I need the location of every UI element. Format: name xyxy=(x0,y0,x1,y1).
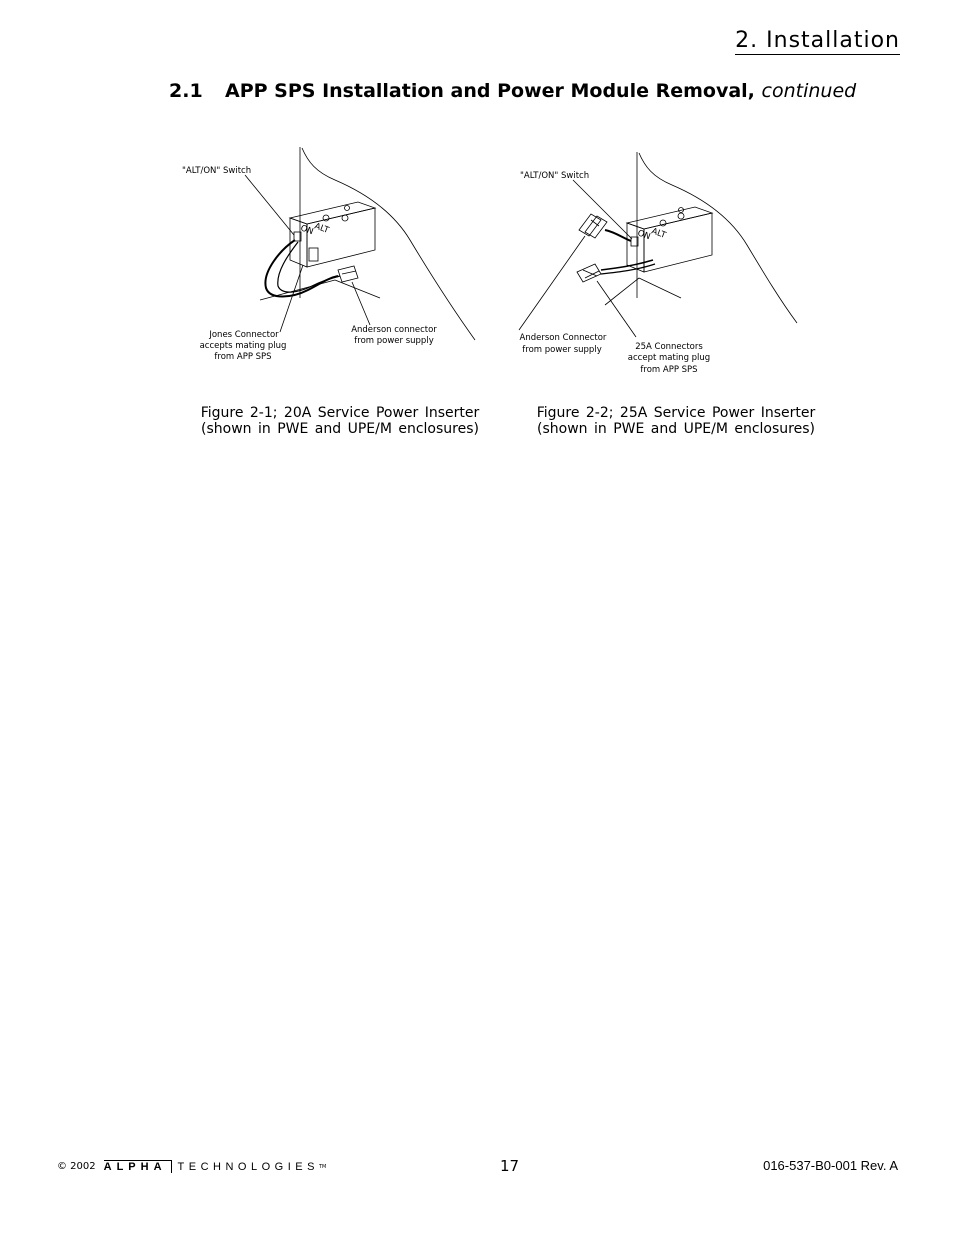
footer-brand xyxy=(57,1160,326,1173)
section-heading xyxy=(169,80,856,102)
fig1-anderson-line2: from power supply xyxy=(354,336,434,346)
technologies-logo: TECHNOLOGIES xyxy=(177,1160,319,1173)
fig1-jones-line3: from APP SPS xyxy=(214,352,272,362)
fig2-on-label: ON xyxy=(635,228,652,243)
fig1-jones-line2: accepts mating plug xyxy=(199,341,287,351)
chapter-heading: 2. Installation xyxy=(735,28,900,53)
figure-2-1 xyxy=(170,140,480,380)
fig2-switch-label: "ALT/ON" Switch xyxy=(520,171,590,181)
figure-2-1-caption xyxy=(190,405,490,437)
fig2-anderson-line2: from power supply xyxy=(522,345,602,355)
page-number: 17 xyxy=(500,1157,520,1175)
section-continued: continued xyxy=(761,80,857,102)
fig2-anderson-line1: Anderson Connector xyxy=(519,333,607,343)
fig2-alt-label: ALT xyxy=(649,226,668,241)
figure-2-2 xyxy=(505,140,815,380)
fig1-switch-label: "ALT/ON" Switch xyxy=(182,166,252,176)
figure-2-2-caption-line2: (shown in PWE and UPE/M enclosures) xyxy=(537,421,815,437)
fig2-connectors-line1: 25A Connectors xyxy=(635,342,703,352)
fig1-on-label: ON xyxy=(298,223,315,238)
fig2-connectors-line3: from APP SPS xyxy=(640,365,698,375)
fig1-alt-label: ALT xyxy=(312,221,331,236)
copyright: © 2002 xyxy=(57,1161,96,1172)
fig2-connectors-line2: accept mating plug xyxy=(627,353,711,363)
figure-2-1-caption-line2: (shown in PWE and UPE/M enclosures) xyxy=(201,421,479,437)
figure-2-1-drawing xyxy=(170,140,480,380)
figure-2-2-caption-line1: Figure 2-2; 25A Service Power Inserter xyxy=(536,405,816,421)
figure-2-2-caption xyxy=(526,405,826,437)
alpha-logo: ALPHA xyxy=(104,1160,172,1173)
figure-2-1-caption-line1: Figure 2-1; 20A Service Power Inserter xyxy=(200,405,480,421)
fig1-anderson-line1: Anderson connector xyxy=(351,325,437,335)
trademark: TM xyxy=(318,1163,327,1170)
fig1-jones-line1: Jones Connector xyxy=(209,330,279,340)
figure-2-2-drawing xyxy=(505,140,815,380)
section-title: APP SPS Installation and Power Module Removal, xyxy=(225,80,755,102)
document-number: 016-537-B0-001 Rev. A xyxy=(763,1158,898,1173)
section-number: 2.1 xyxy=(169,80,203,102)
